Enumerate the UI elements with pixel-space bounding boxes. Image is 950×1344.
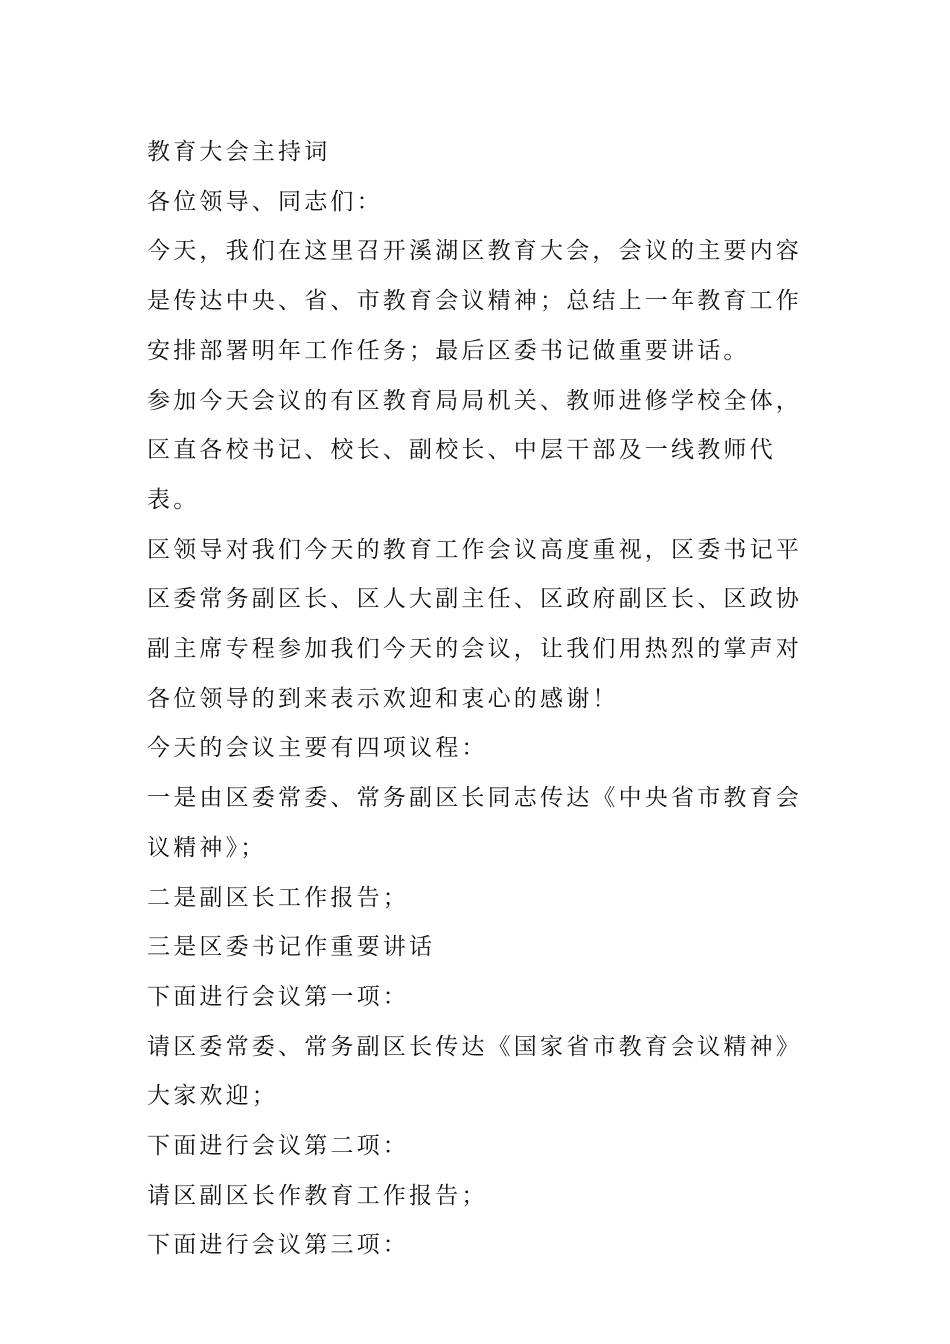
paragraph-intro: 今天，我们在这里召开溪湖区教育大会，会议的主要内容是传达中央、省、市教育会议精神；总结上一年教育工作安排部署明年工作任务；最后区委书记做重要讲话。 [147, 238, 802, 364]
paragraph-attendees: 参加今天会议的有区教育局局机关、教师进修学校全体，区直各校书记、校长、副校长、中层干部及一线教师代表。 [147, 387, 802, 513]
paragraph-agenda-heading: 今天的会议主要有四项议程： [147, 735, 488, 762]
paragraph-greeting: 各位领导、同志们： [147, 188, 383, 215]
paragraph-welcome: 大家欢迎； [147, 1083, 278, 1110]
paragraph-leaders: 区领导对我们今天的教育工作会议高度重视，区委书记平区委常务副区长、区人大副主任、区政府副区长、区政协副主席专程参加我们今天的会议，让我们用热烈的掌声对各位领导的到来表示欢迎和衷心的感谢！ [147, 536, 802, 712]
paragraph-item-2-body: 请区副区长作教育工作报告； [147, 1182, 488, 1209]
paragraph-item-1-body: 请区委常委、常务副区长传达《国家省市教育会议精神》 [147, 1033, 802, 1060]
document-title: 教育大会主持词 [147, 139, 331, 165]
paragraph-agenda-item-1: 一是由区委常委、常务副区长同志传达《中央省市教育会议精神》； [147, 785, 802, 861]
paragraph-item-1-heading: 下面进行会议第一项： [147, 983, 409, 1010]
paragraph-agenda-item-2: 二是副区长工作报告； [147, 884, 409, 911]
paragraph-agenda-item-3: 三是区委书记作重要讲话 [147, 934, 436, 961]
document-body [147, 128, 812, 1271]
paragraph-item-3-heading: 下面进行会议第三项： [147, 1232, 409, 1259]
paragraph-item-2-heading: 下面进行会议第二项： [147, 1133, 409, 1160]
